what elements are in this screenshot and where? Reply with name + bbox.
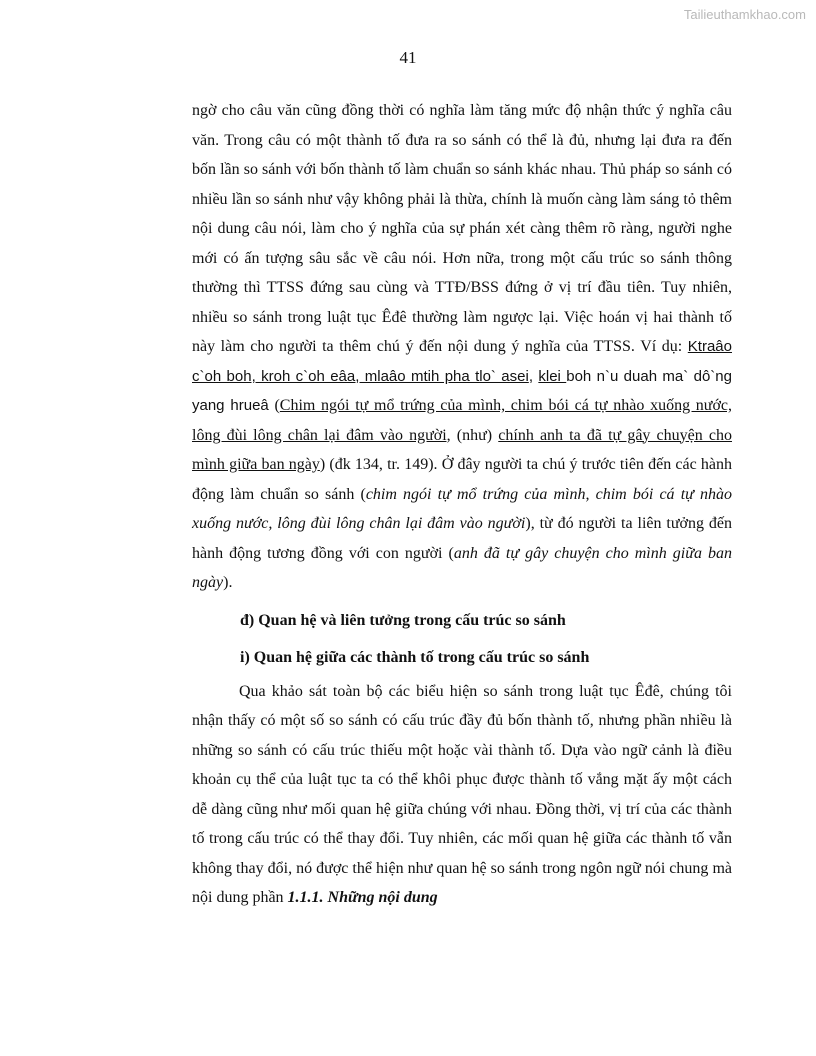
italic-phrase-2: anh đã tự gây chuyện cho mình giữa ban ngày — [192, 544, 733, 591]
para1-text-6: ). — [223, 574, 233, 591]
ede-quote-plain: boh n`u duah ma` dô`ng yang hrueâ — [192, 367, 732, 414]
vn-translation-underlined-2: chính anh ta đã tự gây chuyện cho mình giữa ban ngày — [192, 426, 732, 473]
italic-phrase-1: chim ngói tự mổ trứng của mình, chim bói cá tự nhào xuống nước, lông đùi lông chân lại đâm vào người — [192, 485, 733, 532]
paragraph-2 — [192, 677, 732, 913]
ede-separator: , — [528, 367, 539, 385]
para1-text-1: ngờ cho câu văn cũng đồng thời có nghĩa làm tăng mức độ nhận thức ý nghĩa câu văn. Trong câu có một thành tố đưa ra so sánh có thể là đủ, nhưng lại đưa ra đến bốn lần so sánh với bốn thành tố làm chuẩn so sánh khác nhau. Thủ pháp so sánh có nhiều lần so sánh như vậy không phải là thừa, chính là muốn càng làm sáng tỏ thêm nội dung câu nói, làm cho ý nghĩa của sự phán xét càng thêm rõ ràng, người nghe mới có ấn tượng sâu sắc về câu nói. Hơn nữa, trong một cấu trúc so sánh thông thường thì TTSS đứng sau cùng và TTĐ/BSS đứng ở vị trí đầu tiên. Tuy nhiên, nhiều so sánh trong luật tục Êđê thường làm ngược lại. Việc hoán vị hai thành tố này làm cho người ta thêm chú ý đến nội dung ý nghĩa của TTSS. Ví dụ: — [192, 102, 732, 355]
para1-text-4: ) (đk 134, tr. 149). Ở đây người ta chú ý trước tiên đến các hành động làm chuẩn so sánh ( — [192, 456, 733, 503]
vn-translation-underlined-1: Chim ngói tự mổ trứng của mình, chim bói cá tự nhào xuống nước, lông đùi lông chân lại đâm vào người, — [192, 397, 733, 444]
para1-text-3: (như) — [450, 426, 499, 444]
body-text — [192, 96, 732, 913]
watermark: Tailieuthamkhao.com — [683, 7, 806, 22]
para2-text-1: Qua khảo sát toàn bộ các biểu hiện so sánh trong luật tục Êđê, chúng tôi nhận thấy có một số so sánh có cấu trúc đầy đủ bốn thành tố, nhưng phần nhiều là những so sánh có cấu trúc thiếu một hoặc vài thành tố. Dựa vào ngữ cảnh là điều khoản cụ thể của luật tục ta có thể khôi phục được thành tố vắng mặt ấy một cách dễ dàng cũng như mối quan hệ giữa chúng với nhau. Đồng thời, vị trí của các thành tố trong cấu trúc có thể thay đổi. Tuy nhiên, các mối quan hệ giữa các thành tố vẫn không thay đổi, nó được thể hiện như quan hệ so sánh trong ngôn ngữ nói chung mà nội dung phần — [192, 682, 732, 906]
section-heading-1: đ) Quan hệ và liên tưởng trong cấu trúc so sánh — [240, 611, 566, 629]
section-reference: 1.1.1. Những nội dung — [287, 889, 438, 906]
section-heading-2: i) Quan hệ giữa các thành tố trong cấu trúc so sánh — [240, 649, 590, 666]
page-number: 41 — [399, 48, 417, 67]
ede-quote-underlined-1: Ktraâo c`oh boh, kroh c`oh eâa, mlaâo mtih pha tlo` asei — [192, 338, 732, 385]
paragraph-1 — [192, 96, 732, 598]
para1-text-2: ( — [268, 397, 280, 414]
para1-text-5: ), từ đó người ta liên tưởng đến hành động tương đồng với con người ( — [192, 515, 732, 562]
ede-quote-underlined-2: klei — [538, 367, 567, 385]
